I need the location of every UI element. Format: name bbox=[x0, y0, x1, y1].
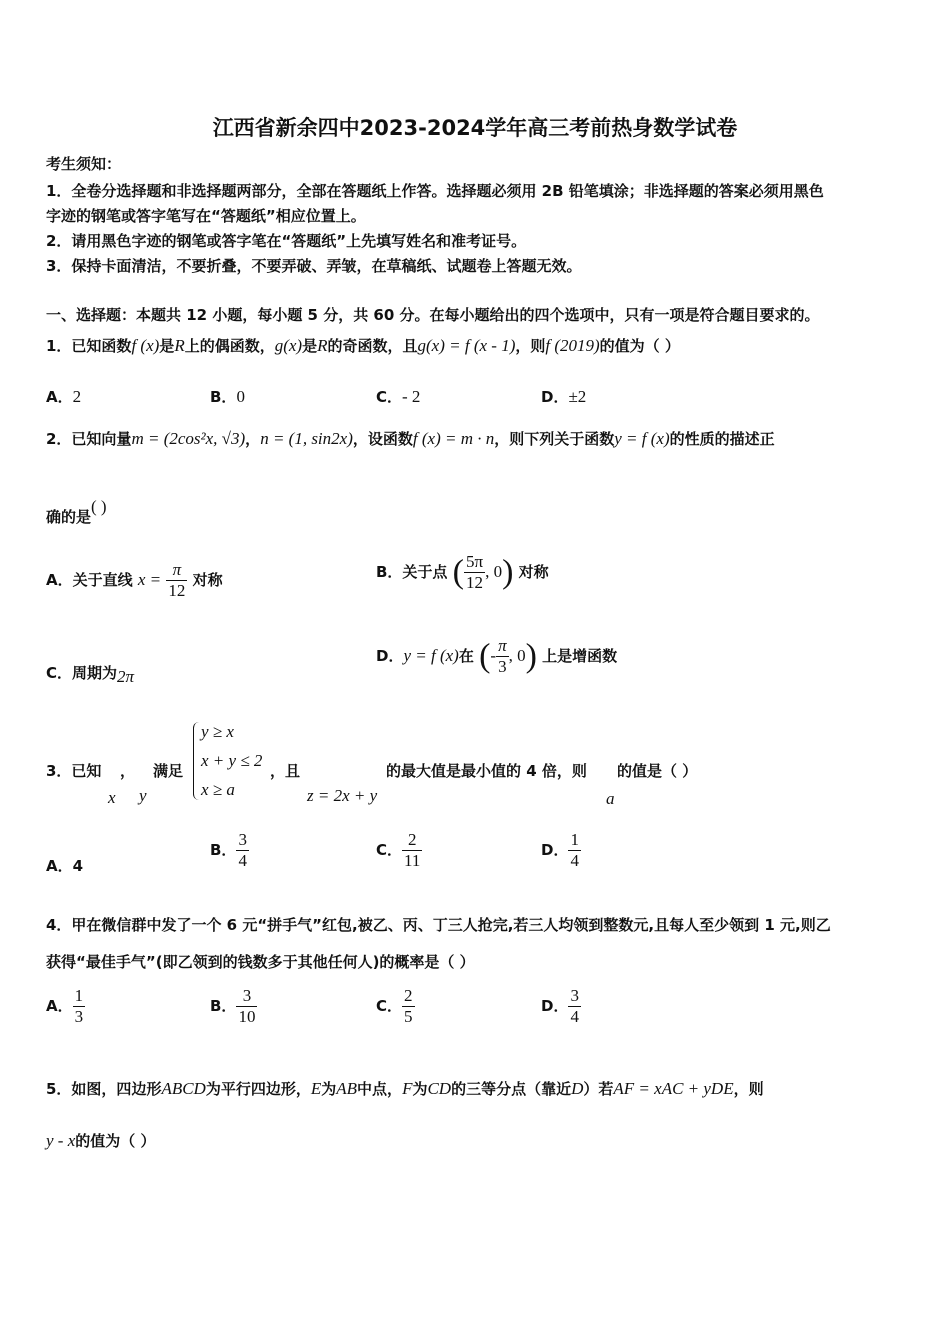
q3-constraint-3: x ≥ a bbox=[201, 780, 235, 799]
notice-item-3: 3．保持卡面清洁，不要折叠，不要弄破、弄皱，在草稿纸、试题卷上答题无效。 bbox=[46, 257, 582, 275]
q3-text-1: 3．已知 bbox=[46, 762, 102, 780]
q3-constraint-1: y ≥ x bbox=[201, 722, 234, 741]
q3-option-b: B． $\frac{3}{4}$ bbox=[210, 830, 247, 870]
q1-option-b: B．0 bbox=[210, 387, 245, 406]
q3-constraint-2: x + y ≤ 2 bbox=[201, 751, 263, 770]
q2-option-c: C．周期为2π bbox=[46, 664, 135, 686]
q4-option-d: D． $\frac{3}{4}$ bbox=[541, 986, 579, 1026]
question-4-line-1: 4．甲在微信群中发了一个 6 元“拼手气”红包,被乙、丙、丁三人抢完,若三人均领到整数元,且每人至少领到 1 元,则乙 bbox=[46, 916, 831, 934]
question-5-cont: y - x的值为（ ） bbox=[46, 1131, 156, 1150]
q4-option-c: C． $\frac{2}{5}$ bbox=[376, 986, 413, 1026]
q4-option-b: B． $\frac{3}{10}$ bbox=[210, 986, 256, 1026]
page-title: 江西省新余四中2023-2024学年高三考前热身数学试卷 bbox=[212, 116, 738, 140]
question-2-cont: 确的是( ) bbox=[46, 497, 107, 526]
section-heading: 一、选择题：本题共 12 小题，每小题 5 分，共 60 分。在每小题给出的四个选项中，只有一项是符合题目要求的。 bbox=[46, 306, 820, 324]
q3-option-d: D． $\frac{1}{4}$ bbox=[541, 830, 579, 870]
question-5: 5．如图，四边形ABCD为平行四边形，E为AB中点，F为CD的三等分点（靠近D）若AF = xAC + yDE，则 bbox=[46, 1079, 764, 1098]
q2-option-a: A．关于直线 x = $\frac{\pi}{12}$ 对称 bbox=[46, 560, 223, 600]
q3-text-5: 的值是（ ） bbox=[617, 762, 698, 780]
notice-item-1b: 字迹的钢笔或答字笔写在“答题纸”相应位置上。 bbox=[46, 207, 366, 225]
q3-var-y: y bbox=[139, 786, 147, 805]
q1-option-a: A．2 bbox=[46, 387, 82, 406]
question-1: 1．已知函数f (x)是R上的偶函数，g(x)是R的奇函数，且g(x) = f (x - 1)，则f (2019)的值为（ ） bbox=[46, 336, 680, 355]
q3-objective: z = 2x + y bbox=[307, 786, 378, 805]
notice-heading: 考生须知： bbox=[46, 155, 122, 173]
q3-option-a: A．4 bbox=[46, 857, 84, 875]
notice-item-1a: 1．全卷分选择题和非选择题两部分，全部在答题纸上作答。选择题必须用 2B 铅笔填涂；非选择题的答案必须用黑色 bbox=[46, 182, 824, 200]
q2-option-b: B．关于点 ( $\frac{5\pi}{12}$ , 0) 对称 bbox=[376, 552, 549, 592]
q3-text-2: 满足 bbox=[153, 762, 184, 780]
q3-comma: ， bbox=[120, 762, 136, 780]
q2-option-d: D．y = f (x)在 (- $\frac{\pi}{3}$ , 0) 上是增函数 bbox=[376, 636, 618, 676]
notice-item-2: 2．请用黑色字迹的钢笔或答字笔在“答题纸”上先填写姓名和准考证号。 bbox=[46, 232, 527, 250]
q1-option-d: D．±2 bbox=[541, 387, 587, 406]
q3-var-a: a bbox=[606, 789, 615, 808]
q3-brace bbox=[193, 722, 200, 800]
question-2: 2．已知向量m = (2cos²x, √3)，n = (1, sin2x)，设函数f (x) = m · n，则下列关于函数y = f (x)的性质的描述正 bbox=[46, 429, 775, 448]
q4-option-a: A． $\frac{1}{3}$ bbox=[46, 986, 84, 1026]
q3-var-x: x bbox=[108, 788, 116, 807]
question-4-line-2: 获得“最佳手气”(即乙领到的钱数多于其他任何人)的概率是（ ） bbox=[46, 953, 475, 971]
q1-option-c: C．- 2 bbox=[376, 387, 421, 406]
q3-text-4: 的最大值是最小值的 4 倍，则 bbox=[386, 762, 587, 780]
q3-text-3: ，且 bbox=[270, 762, 301, 780]
q3-option-c: C． $\frac{2}{11}$ bbox=[376, 830, 421, 870]
